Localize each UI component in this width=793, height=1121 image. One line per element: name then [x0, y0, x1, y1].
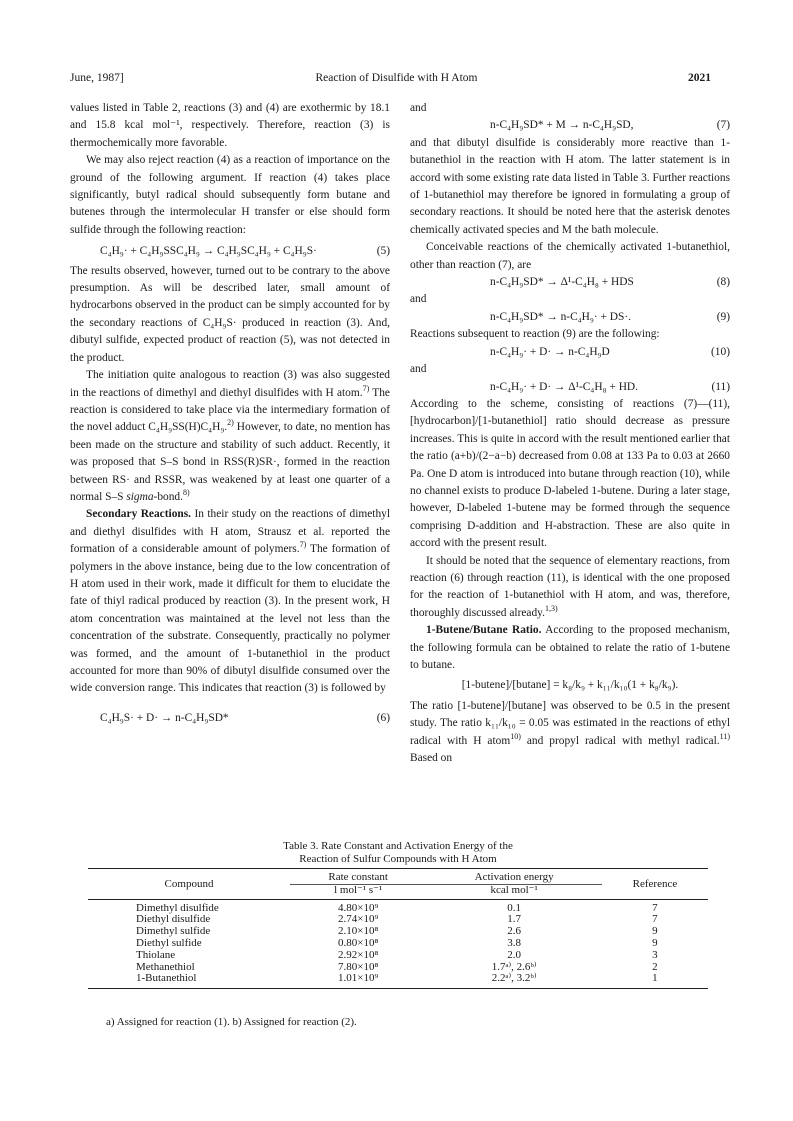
equation-number: (5): [376, 245, 390, 258]
equation-ratio: [410, 677, 730, 694]
table-row: 1-Butanethiol 1.01×10⁹ 2.2ᵃ⁾, 3.2ᵇ⁾ 1: [88, 973, 708, 988]
citation: 8): [182, 488, 190, 498]
connector-text: and: [410, 363, 427, 376]
table-row: Diethyl sulfide 0.80×10⁸ 3.8 9: [136, 936, 658, 949]
equation-number: (6): [376, 711, 390, 724]
data-table: [88, 868, 708, 989]
equation-9: [410, 309, 730, 326]
equation-body: n-C₄H₉· + D· → Δ¹-C₄H₈ + HD.: [490, 380, 638, 393]
equation-body: C₄H₉· + C₄H₉SSC₄H₉ → C₄H₉SC₄H₉ + C₄H₉S·: [100, 245, 317, 258]
section-heading: 1-Butene/Butane Ratio.: [426, 624, 542, 637]
column-header-energy: Activation energy: [426, 869, 601, 885]
paragraph: Reactions subsequent to reaction (9) are the following:: [410, 328, 660, 341]
page-number: 2021: [688, 72, 711, 84]
paragraph: and that dibutyl disulfide is considerably more reactive than 1-butanethiol in the reaction with H atom. The latter statement is in accord with some existing rate data listed in Table 3. Further reactions of 1-butanethiol may therefore be ignored in formulating a group of secondary reactions. It should be noted here that the asterisk denotes chemically activated species and M the bath molecule.: [410, 136, 730, 236]
equation-5: [70, 243, 390, 260]
equation-7: [410, 117, 730, 134]
column-header-reference: Reference: [602, 869, 708, 900]
equation-8: [410, 274, 730, 291]
running-header-title: Reaction of Disulfide with H Atom: [315, 72, 478, 84]
citation: 1,3): [544, 603, 558, 613]
equation-number: (10): [711, 345, 730, 358]
equation-11: [410, 379, 730, 396]
connector-text: and: [410, 293, 427, 306]
right-column: [410, 100, 730, 767]
equation-number: (7): [716, 119, 730, 132]
table-row: Thiolane 2.92×10⁸ 2.0 3: [136, 948, 658, 961]
paragraph: The results observed, however, turned out to be contrary to the above presumption. As will be described later, small amount of hydrocarbons observed in the product can be simply accounted for by the secondary reactions of C₄H₉S· produced in reaction (3). And, dibutyl sulfide, expected product of reaction (5), was not detected in the product.: [70, 264, 390, 364]
connector-text: and: [410, 102, 427, 114]
paragraph: Secondary Reactions. In their study on the reactions of dimethyl and diethyl disulfides with H atom, Strausz et al. reported the formation of a considerable amount of polymers.$^{7)}$ The formation of polymers in the above instance, being due to the low concentration of H atom used in their work, made it difficult for them to elucidate the fate of thiyl radical produced by reaction (3). In the present work, H atom concentration was maintained at the level not less than the concentration of the substrate. Consequently, practically no polymer was formed, and the amount of 1-butanethiol in the product accounted for more than 90% of dibutyl disulfide consumed over the wide conversion range. This indicates that reaction (3) is followed by: [70, 508, 390, 695]
table-3: [88, 840, 708, 989]
column-unit-energy: kcal mol⁻¹: [426, 884, 601, 899]
equation-body: n-C₄H₉SD* → Δ¹-C₄H₈ + HDS: [490, 276, 634, 289]
table-row: Dimethyl sulfide 2.10×10⁸ 2.6 9: [136, 925, 658, 938]
table-caption: Table 3. Rate Constant and Activation Energy of the Reaction of Sulfur Compounds with H Atom: [283, 840, 513, 865]
table-row: Methanethiol 7.80×10⁸ 1.7ᵃ⁾, 2.6ᵇ⁾ 2: [136, 960, 658, 973]
equation-number: (11): [711, 380, 730, 393]
column-header-rate: Rate constant: [290, 869, 426, 885]
paragraph: The ratio [1-butene]/[butane] was observed to be 0.5 in the present study. The ratio k₁₁/k₁₀ = 0.05 was estimated in the reactions of ethyl radical with H atom$^{10)}$ and propyl radical with methyl radical.$^{11)}$ Based on: [410, 699, 731, 765]
equation-body: n-C₄H₉SD* → n-C₄H₉· + DS·.: [490, 310, 631, 323]
table-footnote: a) Assigned for reaction (1). b) Assigned for reaction (2).: [106, 1016, 357, 1028]
column-header-compound: Compound: [88, 869, 290, 900]
paragraph: It should be noted that the sequence of elementary reactions, from reaction (6) through reaction (11), is identical with the one proposed for the reaction of 1-butanethiol with H atom, and was, therefore, thoroughly discussed already.$^{1,3)}$: [410, 554, 730, 619]
citation: 7): [299, 540, 307, 550]
equation-10: [410, 344, 730, 361]
equation-number: (8): [716, 276, 730, 289]
column-unit-rate: l mol⁻¹ s⁻¹: [290, 884, 426, 899]
paragraph: According to the scheme, consisting of reactions (7)—(11), [hydrocarbon]/[1-butanethiol] ratio should decrease as pressure increases. This is quite in accord with the result mentioned earlier that the ratio (a+b)/(2−a−b) decreased from 0.08 at 133 Pa to 0.03 at 2660 Pa. One D atom is introduced into butane through reaction (10), while no channel exists to produce D-labeled 1-butene. During a later stage, however, D-labeled 1-butene may be formed through the sequence comprising D-addition and H-abstraction. These are also quite in accord with the present result.: [410, 397, 730, 550]
paragraph: Conceivable reactions of the chemically activated 1-butanethiol, other than reaction (7), are: [410, 241, 730, 271]
equation-body: n-C₄H₉· + D· → n-C₄H₉D: [490, 345, 610, 358]
section-heading: Secondary Reactions.: [86, 508, 192, 521]
equation-6: [70, 710, 390, 727]
paragraph: We may also reject reaction (4) as a reaction of importance on the ground of the following argument. If reaction (4) takes place significantly, butyl radical should subsequently form butane and butenes through the intermolecular H transfer or else should form sulfide through the following reaction:: [70, 154, 390, 236]
paragraph: values listed in Table 2, reactions (3) and (4) are exothermic by 18.1 and 15.8 kcal mol⁻¹, respectively. Therefore, reaction (3) is thermochemically more favorable.: [70, 102, 390, 149]
left-column: [70, 100, 390, 727]
equation-number: (9): [716, 310, 730, 323]
citation: 10): [510, 731, 521, 741]
paragraph: 1-Butene/Butane Ratio. According to the proposed mechanism, the following formula can be obtained to relate the ratio of 1-butene to butane.: [410, 624, 730, 671]
equation-body: [1-butene]/[butane] = k₈/k₉ + k₁₁/k₁₀(1 + k₈/k₉).: [461, 679, 679, 692]
paragraph: The initiation quite analogous to reaction (3) was also suggested in the reactions of dimethyl and diethyl disulfides with H atom.$^{7)}$ The reaction is considered to take place via the intermediary formation of the novel adduct C₄H₉SS(H)C₄H₉.$^{2)}$ However, to date, no mention has been made on the structure and stability of such adduct. Recently, it was proposed that S–S bond in RSS(R)SR·, formed in the reaction between RS· and RSSR, was weakened by at least one quarter of a normal S–S sigma-bond.$^{8)}$: [70, 369, 390, 503]
equation-body: n-C₄H₉SD* + M → n-C₄H₉SD,: [490, 119, 634, 132]
running-header-date: June, 1987]: [70, 72, 124, 84]
citation: 7): [362, 383, 370, 393]
table-row: Diethyl disulfide 2.74×10⁹ 1.7 7: [136, 913, 658, 926]
citation: 2): [227, 418, 234, 428]
equation-body: C₄H₉S· + D· → n-C₄H₉SD*: [100, 711, 229, 724]
citation: 11): [719, 731, 731, 741]
table-row: Dimethyl disulfide 4.80×10⁹ 0.1 7: [136, 901, 658, 914]
